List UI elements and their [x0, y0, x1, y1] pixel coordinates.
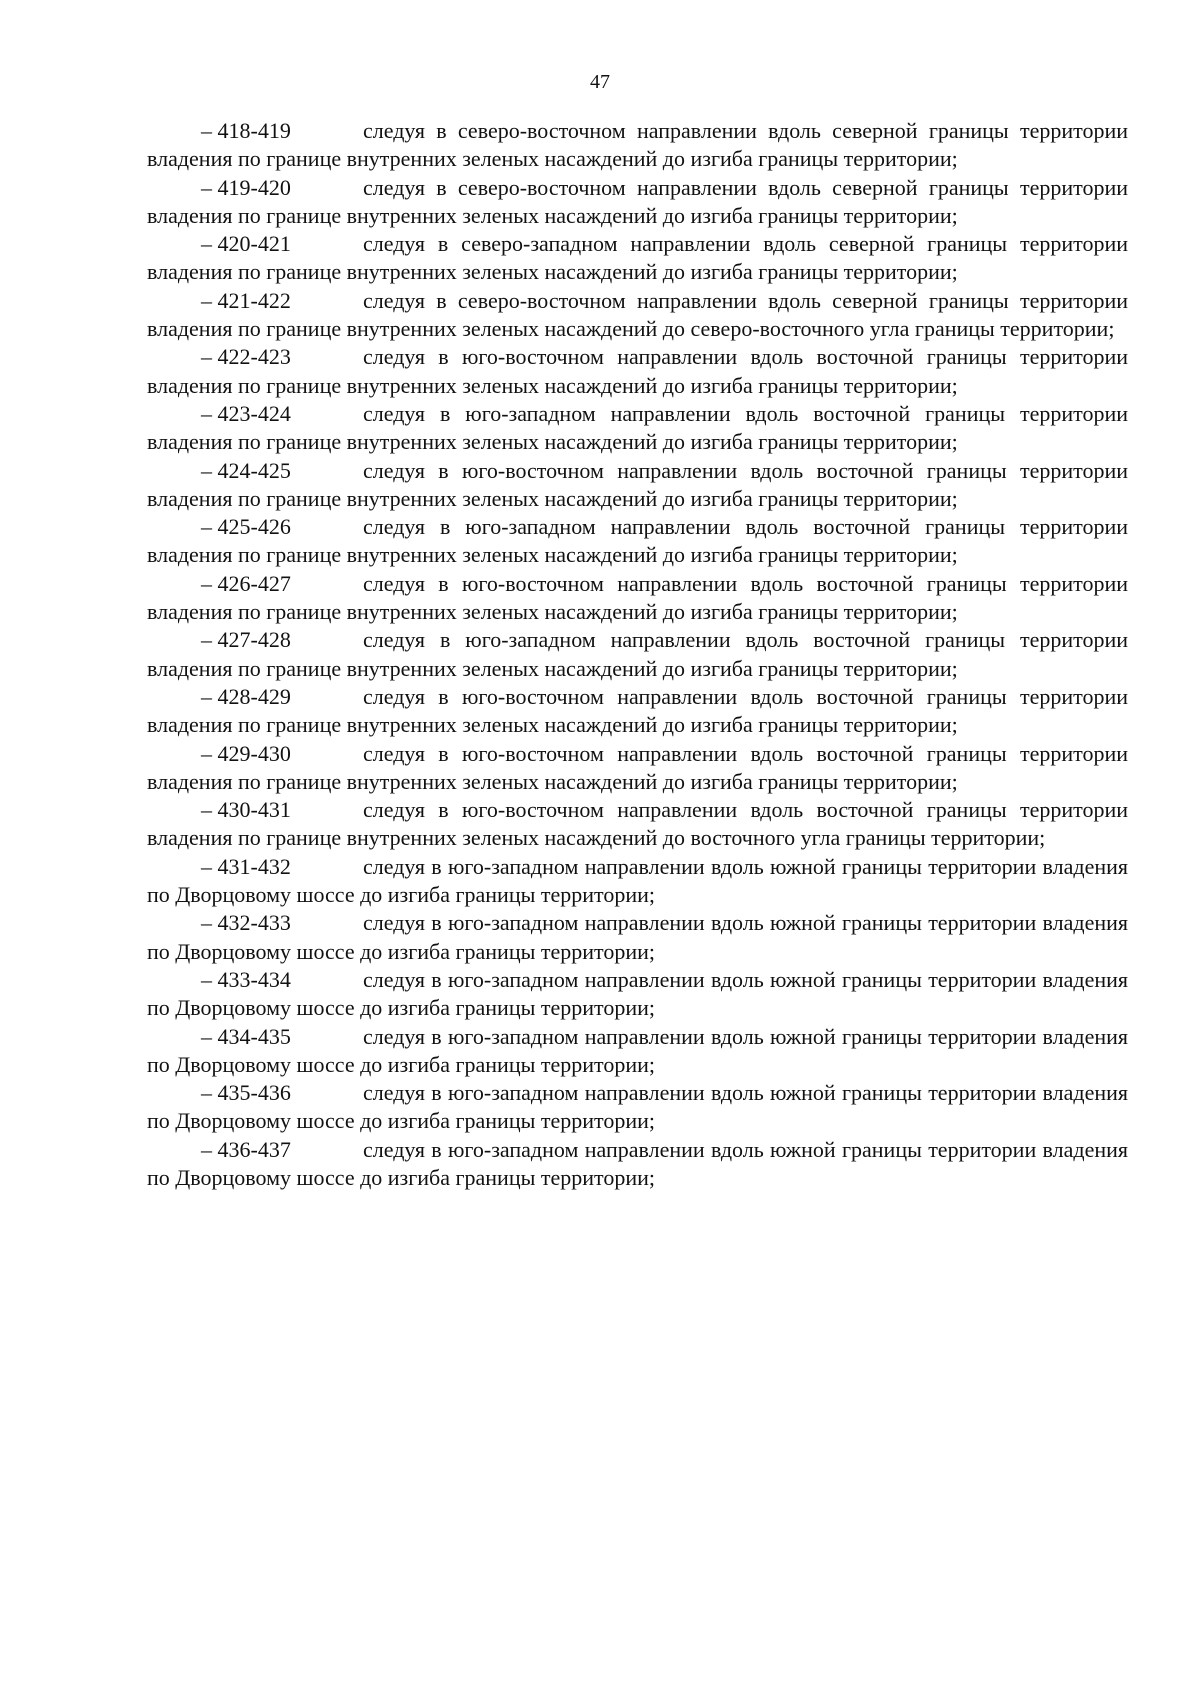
segment-code: – 425-426 [201, 514, 291, 540]
segment-code: – 431-432 [201, 853, 291, 879]
segment-description: следуя в юго-восточном направлении вдоль восточной границы территории владения по границе внутренних зеленых насаждений до изгиба границы территории; [147, 683, 1128, 738]
segment-description: следуя в северо-восточном направлении вдоль северной границы территории владения по границе внутренних зеленых насаждений до изгиба границы территории; [147, 118, 1128, 172]
segment-code: – 434-435 [201, 1023, 291, 1049]
boundary-segment-entry [147, 343, 1128, 400]
boundary-segment-entry [147, 457, 1128, 514]
boundary-segment-entry [147, 683, 1128, 740]
segment-code: – 429-430 [201, 740, 291, 766]
segment-code: – 423-424 [201, 400, 291, 426]
segment-code: – 419-420 [201, 174, 291, 200]
segment-code: – 422-423 [201, 344, 291, 370]
segment-description: следуя в юго-западном направлении вдоль восточной границы территории владения по границе внутренних зеленых насаждений до изгиба границы территории; [147, 627, 1128, 681]
segment-description: следуя в юго-восточном направлении вдоль восточной границы территории владения по границе внутренних зеленых насаждений до изгиба границы территории; [147, 570, 1128, 625]
segment-code: – 424-425 [201, 457, 291, 483]
segment-code: – 418-419 [201, 118, 291, 143]
segment-description: следуя в юго-восточном направлении вдоль восточной границы территории владения по границе внутренних зеленых насаждений до изгиба границы территории; [147, 457, 1128, 511]
segment-description: следуя в юго-западном направлении вдоль восточной границы территории владения по границе внутренних зеленых насаждений до изгиба границы территории; [147, 514, 1128, 568]
segment-description: следуя в юго-западном направлении вдоль южной границы территории владения по Дворцовому шоссе до изгиба границы территории; [147, 1136, 1128, 1190]
segment-description: следуя в юго-западном направлении вдоль южной границы территории владения по Дворцовому шоссе до изгиба границы территории; [147, 1080, 1128, 1134]
segment-description: следуя в северо-восточном направлении вдоль северной границы территории владения по границе внутренних зеленых насаждений до северо-восточного угла границы территории; [147, 287, 1128, 342]
segment-description: следуя в юго-восточном направлении вдоль восточной границы территории владения по границе внутренних зеленых насаждений до изгиба границы территории; [147, 740, 1128, 794]
boundary-description-list [147, 117, 1128, 1192]
segment-description: следуя в северо-восточном направлении вдоль северной границы территории владения по границе внутренних зеленых насаждений до изгиба границы территории; [147, 174, 1128, 228]
segment-code: – 427-428 [201, 627, 291, 653]
boundary-segment-entry [147, 400, 1128, 457]
segment-description: следуя в юго-западном направлении вдоль восточной границы территории владения по границе внутренних зеленых насаждений до изгиба границы территории; [147, 400, 1128, 455]
segment-description: следуя в юго-западном направлении вдоль южной границы территории владения по Дворцовому шоссе до изгиба границы территории; [147, 966, 1128, 1021]
segment-code: – 421-422 [201, 287, 291, 313]
boundary-segment-entry [147, 853, 1128, 910]
boundary-segment-entry [147, 513, 1128, 570]
segment-description: следуя в юго-западном направлении вдоль южной границы территории владения по Дворцовому шоссе до изгиба границы территории; [147, 910, 1128, 964]
segment-code: – 436-437 [201, 1136, 291, 1162]
boundary-segment-entry [147, 570, 1128, 627]
boundary-segment-entry [147, 117, 1128, 174]
boundary-segment-entry [147, 230, 1128, 287]
boundary-segment-entry [147, 909, 1128, 966]
boundary-segment-entry [147, 1079, 1128, 1136]
segment-code: – 433-434 [201, 966, 291, 992]
segment-description: следуя в юго-западном направлении вдоль южной границы территории владения по Дворцовому шоссе до изгиба границы территории; [147, 1023, 1128, 1077]
boundary-segment-entry [147, 1136, 1128, 1193]
boundary-segment-entry [147, 626, 1128, 683]
segment-description: следуя в юго-восточном направлении вдоль восточной границы территории владения по границе внутренних зеленых насаждений до восточного угла границы территории; [147, 797, 1128, 851]
segment-description: следуя в юго-западном направлении вдоль южной границы территории владения по Дворцовому шоссе до изгиба границы территории; [147, 853, 1128, 908]
boundary-segment-entry [147, 1023, 1128, 1080]
page-number: 47 [590, 71, 610, 93]
boundary-segment-entry [147, 740, 1128, 797]
boundary-segment-entry [147, 966, 1128, 1023]
boundary-segment-entry [147, 796, 1128, 853]
segment-code: – 426-427 [201, 570, 291, 596]
segment-code: – 435-436 [201, 1080, 291, 1106]
segment-code: – 420-421 [201, 231, 291, 257]
boundary-segment-entry [147, 174, 1128, 231]
segment-code: – 432-433 [201, 910, 291, 936]
segment-code: – 428-429 [201, 683, 291, 709]
segment-description: следуя в северо-западном направлении вдоль северной границы территории владения по границе внутренних зеленых насаждений до изгиба границы территории; [147, 231, 1128, 285]
segment-description: следуя в юго-восточном направлении вдоль восточной границы территории владения по границе внутренних зеленых насаждений до изгиба границы территории; [147, 344, 1128, 398]
segment-code: – 430-431 [201, 797, 291, 823]
boundary-segment-entry [147, 287, 1128, 344]
